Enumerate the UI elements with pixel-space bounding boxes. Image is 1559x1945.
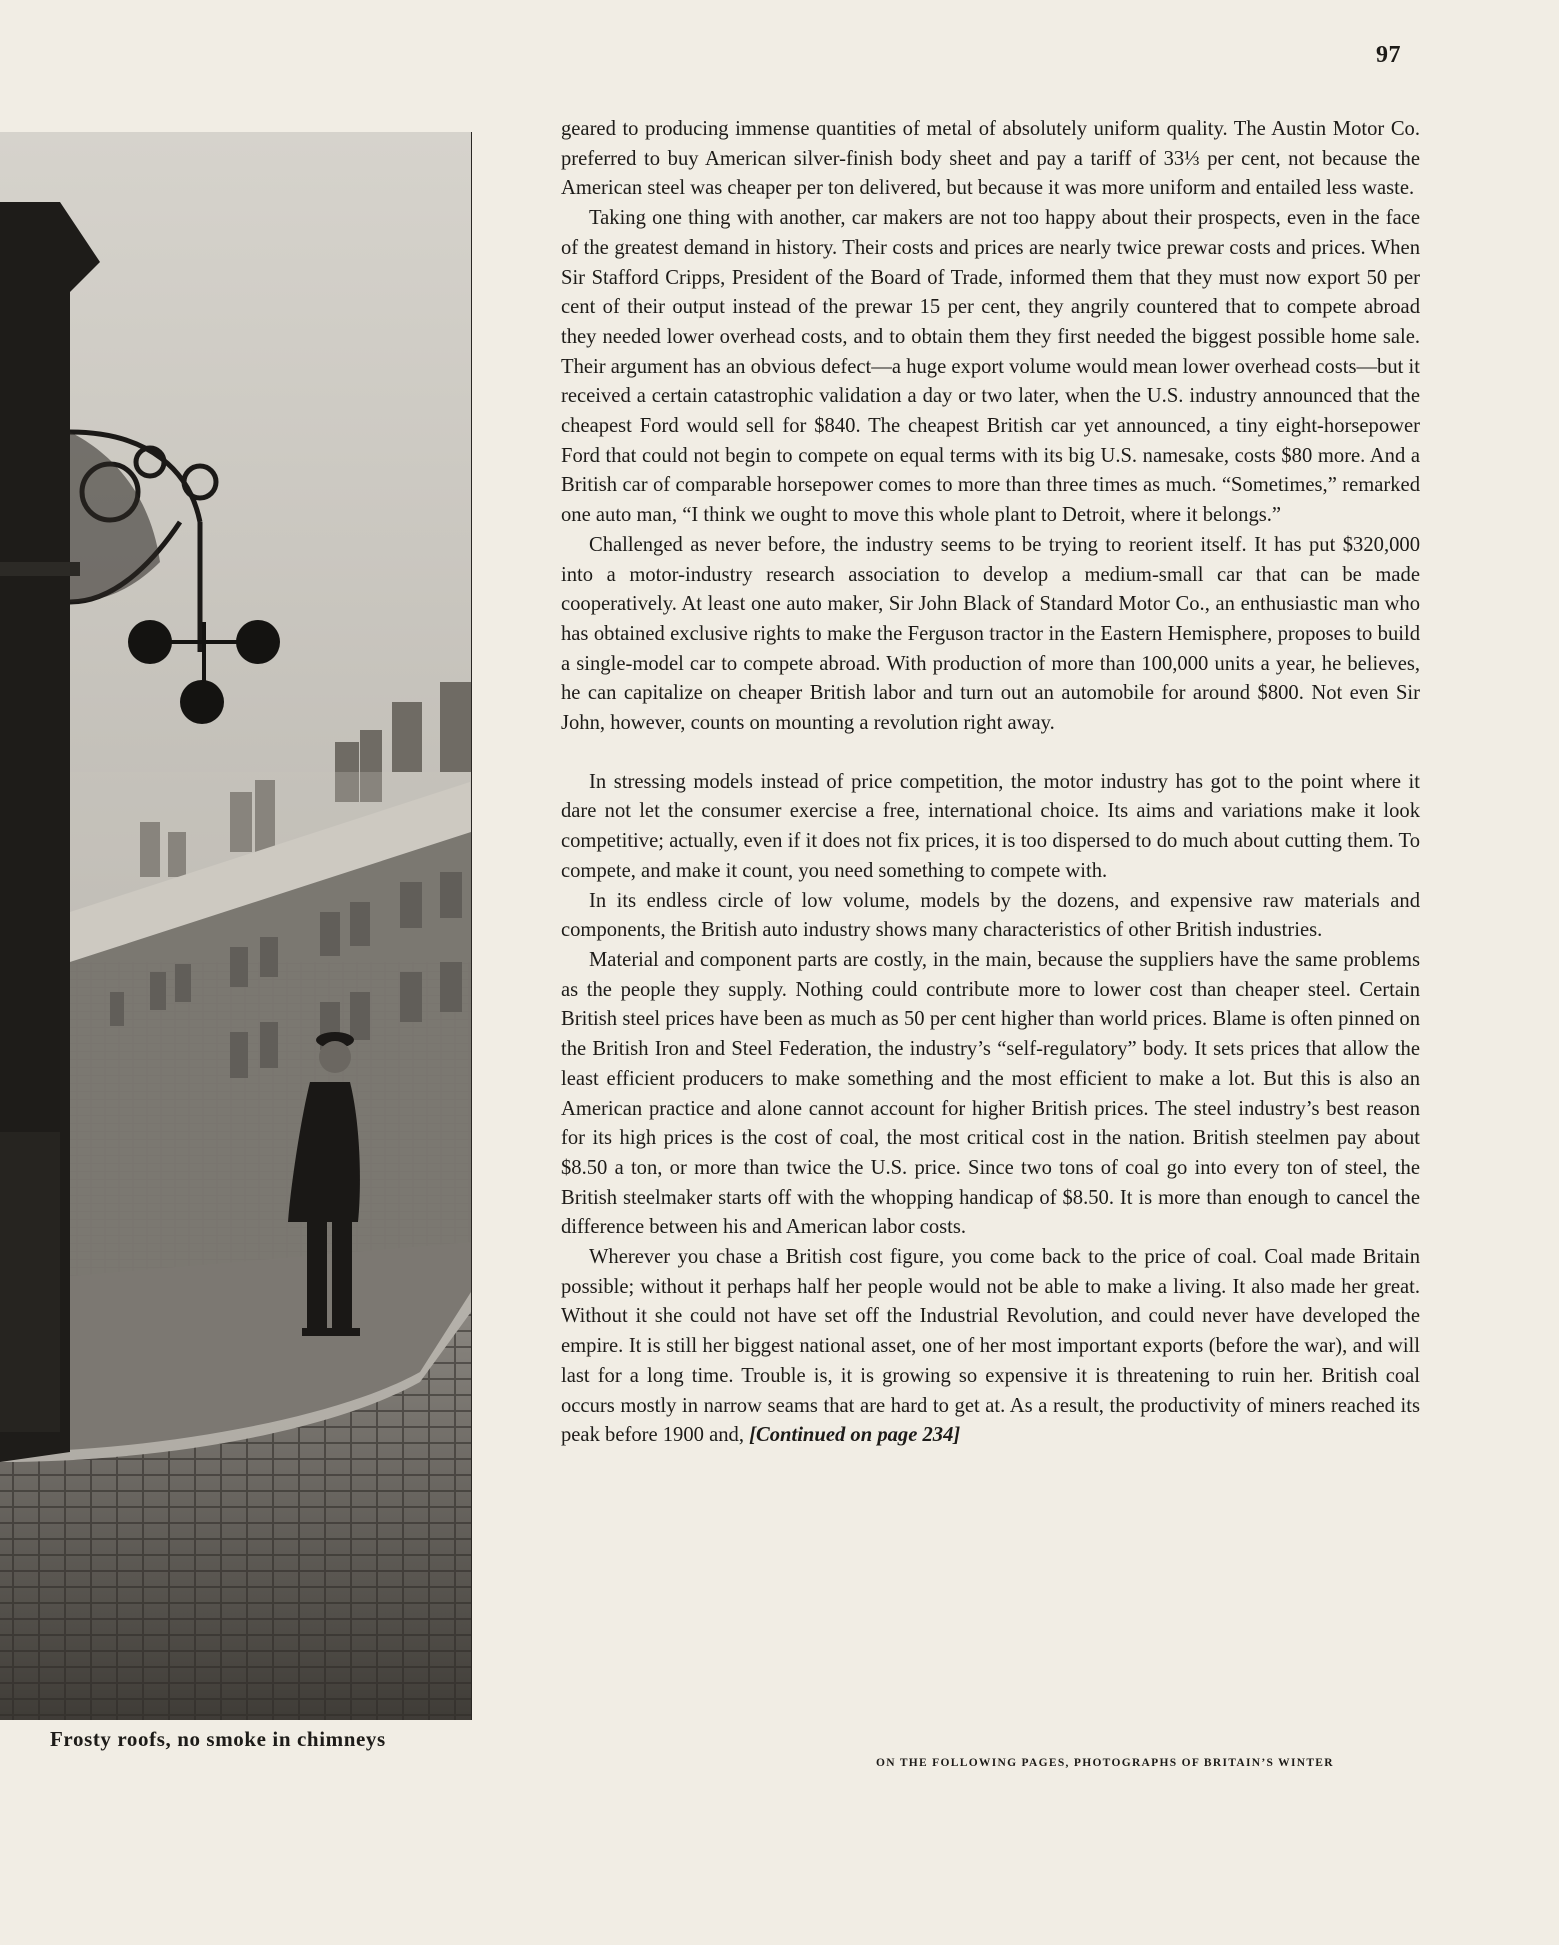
page-number: 97 <box>1376 42 1401 68</box>
article-paragraph: Taking one thing with another, car makers are not too happy about their prospects, even in the face of the greatest demand in history. Their costs and prices are nearly twice prewar costs and prices. When Sir Stafford Cripps, President of the Board of Trade, informed them that they must now export 50 per cent of their output instead of the prewar 15 per cent, they angrily countered that to compete abroad they needed lower overhead costs, and to obtain them they first needed the biggest possible home sale. Their argument has an obvious defect—a huge export volume would mean lower overhead costs—but it received a certain catastrophic validation a day or two later, when the U.S. industry announced that the cheapest Ford would sell for $840. The cheapest British car yet announced, a tiny eight-horsepower Ford that could not begin to compete on equal terms with its big U.S. namesake, costs $80 more. And a British car of comparable horsepower comes to more than three times as much. “Sometimes,” remarked one auto man, “I think we ought to move this whole plant to Detroit, where it belongs.” <box>561 207 1420 527</box>
article-paragraph <box>561 1243 1420 1451</box>
following-pages-note: ON THE FOLLOWING PAGES, PHOTOGRAPHS OF BRITAIN’S WINTER <box>876 1757 1334 1769</box>
article-paragraph: Challenged as never before, the industry seems to be trying to reorient itself. It has put $320,000 into a motor-industry research association to develop a medium-small car that can be made cooperatively. At least one auto maker, Sir John Black of Standard Motor Co., an enthusiastic man who has obtained exclusive rights to make the Ferguson tractor in the Eastern Hemisphere, proposes to build a single-model car to compete abroad. With production of more than 100,000 units a year, he believes, he can capitalize on cheaper British labor and turn out an automobile for around $800. Not even Sir John, however, counts on mounting a revolution right away. <box>561 533 1420 735</box>
article-paragraph: In its endless circle of low volume, models by the dozens, and expensive raw materials and components, the British auto industry shows many characteristics of other British industries. <box>561 889 1420 942</box>
street-photograph <box>0 132 472 1720</box>
article-paragraph: In stressing models instead of price competition, the motor industry has got to the point where it dare not let the consumer exercise a free, international choice. Its aims and variations make it look competitive; actually, even if it does not fix prices, it is too dispersed to do much about cutting them. To compete, and make it count, you need something to compete with. <box>561 770 1420 882</box>
article-body <box>561 115 1420 1451</box>
article-paragraph: geared to producing immense quantities of metal of absolutely uniform quality. The Austin Motor Co. preferred to buy American silver-finish body sheet and pay a tariff of 33⅓ per cent, not because the American steel was cheaper per ton delivered, but because it was more uniform and entailed less waste. <box>561 118 1420 200</box>
article-paragraph: Material and component parts are costly, in the main, because the suppliers have the same problems as the people they supply. Nothing could contribute more to lower cost than cheaper steel. Certain British steel prices have been as much as 50 per cent higher than world prices. Blame is often pinned on the British Iron and Steel Federation, the industry’s “self-regulatory” body. It sets prices that allow the least efficient producers to make something and the most efficient to make a lot. But this is also an American practice and alone cannot account for higher British prices. The steel industry’s best reason for its high prices is the cost of coal, the most critical cost in the nation. British steelmen pay about $8.50 a ton, or more than twice the U.S. price. Since two tons of coal go into every ton of steel, the British steelmaker starts off with the whopping handicap of $8.50. It is more than enough to cancel the difference between his and American labor costs. <box>561 948 1420 1239</box>
continued-on-page-note: [Continued on page 234] <box>749 1424 961 1447</box>
photo-caption: Frosty roofs, no smoke in chimneys <box>50 1727 386 1751</box>
article-paragraph-text: Wherever you chase a British cost figure, you come back to the price of coal. Coal made Britain possible; without it perhaps half her people would not be able to make a living. It also made her great. Without it she could not have set off the Industrial Revolution, and could never have developed the empire. It is still her biggest national asset, one of her most important exports (before the war), and will last for a long time. Trouble is, it is growing so expensive it is threatening to ruin her. British coal occurs mostly in narrow seams that are hard to get at. As a result, the productivity of miners reached its peak before 1900 and, <box>561 1246 1420 1447</box>
